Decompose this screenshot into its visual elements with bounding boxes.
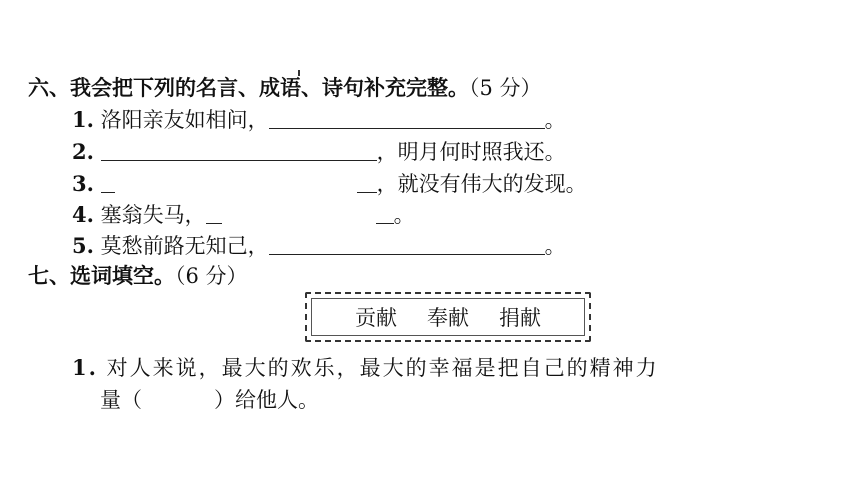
- question-number: 1.: [72, 355, 98, 380]
- word-option: 奉献: [427, 306, 469, 330]
- question-text-after: ）给他人。: [214, 388, 319, 412]
- section6-item-4: [72, 201, 415, 229]
- answer-blank[interactable]: [206, 204, 394, 224]
- item-text-after: 。: [544, 108, 566, 132]
- item-text-after: ，就没有伟大的发现。: [376, 172, 587, 196]
- item-number: 3.: [72, 171, 94, 196]
- word-choice-box: [305, 292, 591, 342]
- section6-item-3: [72, 170, 587, 198]
- section6-item-1: [72, 106, 566, 134]
- section7-question-1-line2: [100, 386, 319, 414]
- item-number: 2.: [72, 139, 94, 164]
- section7-title: 七、选词填空。: [28, 264, 175, 288]
- item-text-after: ，明月何时照我还。: [376, 140, 566, 164]
- answer-blank[interactable]: [101, 140, 377, 161]
- answer-blank[interactable]: [269, 108, 545, 129]
- item-text-before: 洛阳亲友如相问，: [100, 108, 269, 132]
- section6-score: （5 分）: [469, 76, 542, 100]
- section7-question-1-line1: [72, 354, 659, 382]
- item-number: 4.: [72, 202, 94, 227]
- section6-item-5: [72, 232, 566, 260]
- question-text-before: 量（: [100, 388, 142, 412]
- section7-score: （6 分）: [175, 264, 248, 288]
- section7-heading: [28, 262, 248, 290]
- item-text-after: 。: [544, 234, 566, 258]
- answer-blank[interactable]: [101, 173, 377, 193]
- section6-heading: [28, 74, 542, 102]
- item-text-before: 塞翁失马，: [100, 203, 206, 227]
- answer-blank[interactable]: [269, 234, 545, 255]
- item-text-before: 莫愁前路无知己，: [100, 234, 269, 258]
- item-number: 1.: [72, 107, 94, 132]
- section6-title: 六、我会把下列的名言、成语、诗句补充完整。: [28, 76, 469, 100]
- word-option: 贡献: [355, 306, 397, 330]
- item-number: 5.: [72, 233, 94, 258]
- question-text: 对人来说，最大的欢乐，最大的幸福是把自己的精神力: [106, 356, 659, 380]
- section6-item-2: [72, 138, 566, 166]
- item-text-after: 。: [393, 203, 415, 227]
- word-option: 捐献: [499, 306, 541, 330]
